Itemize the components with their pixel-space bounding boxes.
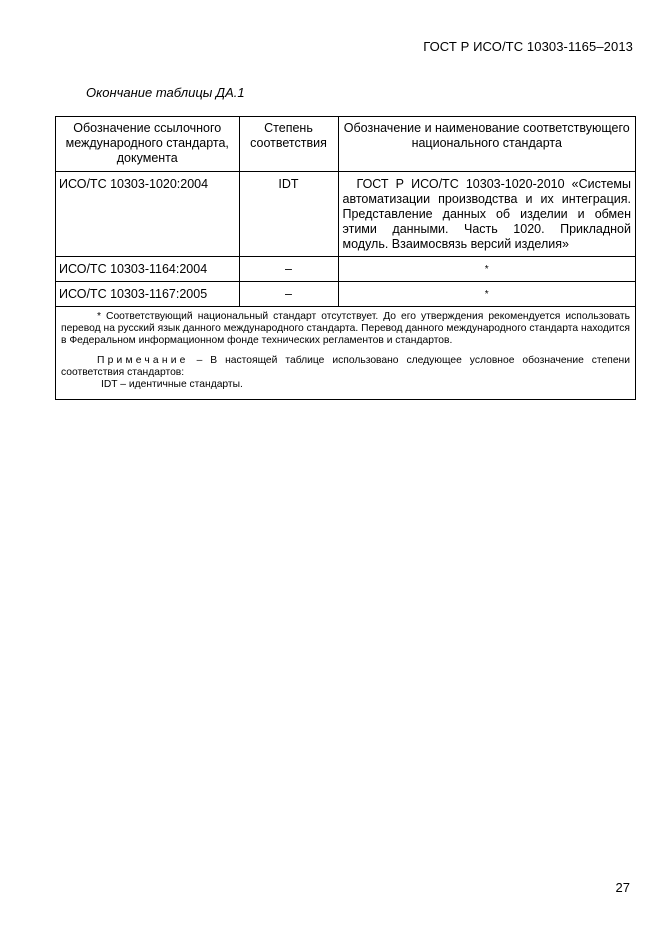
table-row (56, 172, 635, 257)
cell-reference-code: ИСО/ТС 10303-1167:2005 (56, 282, 239, 307)
page-number: 27 (615, 880, 630, 895)
header-national-standard: Обозначение и наименование соответствующего национального стандарта (338, 117, 635, 172)
table-notes (56, 307, 635, 400)
cell-degree: – (239, 282, 338, 307)
note-idt-definition: IDT – идентичные стандарты. (101, 379, 243, 390)
cell-national-standard: * (338, 282, 635, 307)
note-paragraph (61, 355, 630, 379)
cell-reference-code: ИСО/ТС 10303-1020:2004 (56, 172, 239, 257)
table-row (56, 282, 635, 307)
header-degree: Степень соответствия (239, 117, 338, 172)
cell-national-standard: * (338, 257, 635, 282)
note-label: Примечание (97, 355, 189, 366)
table-header-row (56, 117, 635, 172)
standards-table (55, 116, 636, 400)
header-reference-standard: Обозначение ссылочного международного стандарта, документа (56, 117, 239, 172)
table-notes-row (56, 307, 635, 400)
table-caption: Окончание таблицы ДА.1 (86, 85, 245, 100)
table-row (56, 257, 635, 282)
cell-reference-code: ИСО/ТС 10303-1164:2004 (56, 257, 239, 282)
note-text: – В настоящей таблице использовано следующее условное обозначение степени соответствия стандартов: (61, 355, 630, 378)
footnote: * Соответствующий национальный стандарт отсутствует. До его утверждения рекомендуется использовать перевод на русский язык данного международного стандарта. Перевод данного международного стандарта находится в Федеральном информационном фонде технических регламентов и стандартов. (61, 311, 630, 346)
cell-national-standard: ГОСТ Р ИСО/ТС 10303-1020-2010 «Системы автоматизации производства и их интеграция. Представление данных об изделии и обмен этими данными. Часть 1020. Прикладной модуль. Взаимосвязь версий изделия» (338, 172, 635, 257)
cell-degree: – (239, 257, 338, 282)
cell-degree: IDT (239, 172, 338, 257)
document-code-header: ГОСТ Р ИСО/ТС 10303-1165–2013 (423, 39, 633, 54)
